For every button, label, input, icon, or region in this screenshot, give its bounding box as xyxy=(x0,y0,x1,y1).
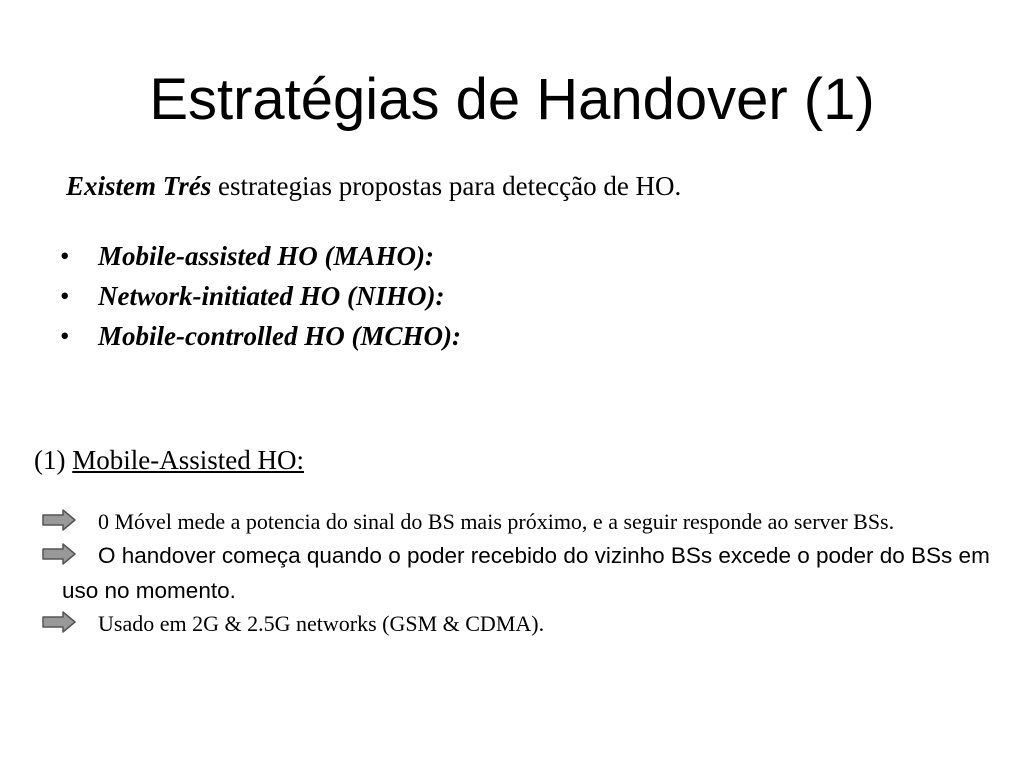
strategy-label: Network-initiated HO (NIHO): xyxy=(98,281,445,311)
point-text: O handover começa quando o poder recebido do vizinho BSs excede o poder do BSs em uso no momento. xyxy=(62,543,990,603)
list-item xyxy=(60,236,461,276)
point-text: Usado em 2G & 2.5G networks (GSM & CDMA). xyxy=(98,611,545,636)
list-item xyxy=(40,538,1002,608)
section-heading xyxy=(34,442,304,478)
intro-text xyxy=(66,168,681,204)
list-item xyxy=(60,316,461,356)
section-number: (1) xyxy=(34,445,66,475)
maho-points xyxy=(40,506,1002,640)
point-text: 0 Móvel mede a potencia do sinal do BS mais próximo, e a seguir responde ao server BSs. xyxy=(98,509,895,534)
strategy-label: Mobile-controlled HO (MCHO): xyxy=(98,321,461,351)
strategy-label: Mobile-assisted HO (MAHO): xyxy=(98,241,434,271)
bullet-icon: • xyxy=(60,241,70,271)
intro-emphasis: Existem Trés xyxy=(66,171,212,201)
right-arrow-icon xyxy=(42,543,76,565)
intro-rest: estrategias propostas para detecção de HO. xyxy=(211,171,682,201)
slide-title: Estratégias de Handover (1) xyxy=(149,67,875,132)
strategy-list xyxy=(60,236,461,356)
list-item xyxy=(40,608,1002,640)
list-item xyxy=(60,276,461,316)
right-arrow-icon xyxy=(42,509,76,531)
section-title: Mobile-Assisted HO: xyxy=(72,445,304,475)
list-item xyxy=(40,506,1002,538)
right-arrow-icon xyxy=(42,611,76,633)
bullet-icon: • xyxy=(60,281,70,311)
bullet-icon: • xyxy=(60,321,70,351)
